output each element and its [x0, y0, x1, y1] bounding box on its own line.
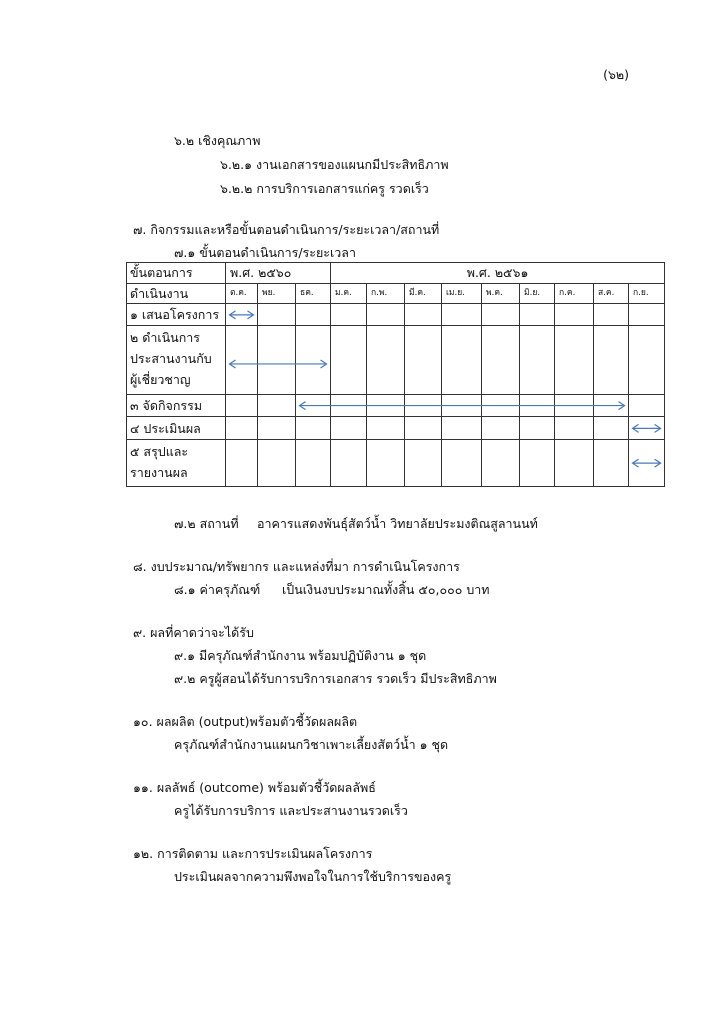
section-12-body: ประเมินผลจากความพึงพอใจในการใช้บริการของครู: [174, 869, 452, 884]
step-label: ๕ สรุปและ: [130, 444, 189, 460]
month-header: พ.ค.: [482, 283, 520, 304]
table-row: [127, 304, 665, 326]
month-header: ต.ค.: [226, 283, 258, 304]
section-8-title: ๘. งบประมาณ/ทรัพยากร และแหล่งที่มา การดำเนินโครงการ: [133, 559, 460, 574]
section-10-body: ครุภัณฑ์สำนักงานแผนกวิชาเพาะเลี้ยงสัตว์น้ำ ๑ ชุด: [174, 737, 449, 752]
header-step-line2: ดำเนินงาน: [127, 283, 226, 304]
table-row: [127, 394, 665, 417]
step-label: ๒ ดำเนินการ: [130, 330, 201, 346]
month-header: เม.ย.: [442, 283, 482, 304]
section-6-2-2: ๖.๒.๒ การบริการเอกสารแก่ครู รวดเร็ว: [220, 181, 429, 196]
section-10-title: ๑๐. ผลผลิต (output)พร้อมตัวชี้วัดผลผลิต: [133, 714, 358, 729]
section-11-title: ๑๑. ผลลัพธ์ (outcome) พร้อมตัวชี้วัดผลลัพธ์: [133, 780, 376, 795]
step-label: ๔ ประเมินผล: [127, 417, 226, 440]
step-label: ๓ จัดกิจกรรม: [127, 394, 226, 417]
section-7-1-title: ๗.๑ ขั้นตอนดำเนินการ/ระยะเวลา: [174, 245, 356, 260]
month-header: ก.ย.: [629, 283, 665, 304]
section-7-title: ๗. กิจกรรมและหรือขั้นตอนดำเนินการ/ระยะเวลา/สถานที่: [133, 222, 440, 237]
month-header: มี.ค.: [405, 283, 442, 304]
month-header: ก.ค.: [555, 283, 594, 304]
table-row: [127, 417, 665, 440]
step-label: ประสานงานกับ: [130, 351, 212, 367]
month-header: ธค.: [296, 283, 331, 304]
section-12-title: ๑๒. การติดตาม และการประเมินผลโครงการ: [133, 846, 373, 861]
section-6-2-title: ๖.๒ เชิงคุณภาพ: [174, 133, 261, 148]
step-label: ผู้เชี่ยวชาญ: [130, 372, 191, 388]
page-number: (๖๒): [603, 67, 629, 82]
month-header: ม.ค.: [331, 283, 367, 304]
month-header: พย.: [258, 283, 296, 304]
section-8-1-value: เป็นเงินงบประมาณทั้งสิ้น ๕๐,๐๐๐ บาท: [282, 582, 490, 597]
section-9-2: ๙.๒ ครูผู้สอนได้รับการบริการเอกสาร รวดเร็ว มีประสิทธิภาพ: [174, 671, 497, 686]
section-7-2-label: ๗.๒ สถานที่: [174, 516, 239, 531]
schedule-table: [126, 262, 665, 487]
table-row: [127, 326, 665, 394]
section-6-2-1: ๖.๒.๑ งานเอกสารของแผนกมีประสิทธิภาพ: [220, 157, 449, 172]
section-11-body: ครูได้รับการบริการ และประสานงานรวดเร็ว: [174, 803, 408, 818]
header-step-line1: ขั้นตอนการ: [127, 263, 226, 284]
table-row: [127, 440, 665, 487]
header-year-2561: พ.ศ. ๒๕๖๑: [331, 263, 665, 284]
month-header: ส.ค.: [594, 283, 629, 304]
section-9-1: ๙.๑ มีครุภัณฑ์สำนักงาน พร้อมปฏิบัติงาน ๑ ชุด: [174, 648, 427, 663]
section-8-1-label: ๘.๑ ค่าครุภัณฑ์: [174, 582, 261, 597]
month-header: มิ.ย.: [520, 283, 555, 304]
header-year-2560: พ.ศ. ๒๕๖๐: [226, 263, 331, 284]
step-label: ๑ เสนอโครงการ: [127, 304, 226, 326]
section-9-title: ๙. ผลที่คาดว่าจะได้รับ: [133, 625, 254, 640]
month-header: ก.พ.: [367, 283, 405, 304]
section-7-2-value: อาคารแสดงพันธุ์สัตว์น้ำ วิทยาลัยประมงติณสูลานนท์: [257, 516, 538, 531]
step-label: รายงานผล: [130, 465, 188, 481]
